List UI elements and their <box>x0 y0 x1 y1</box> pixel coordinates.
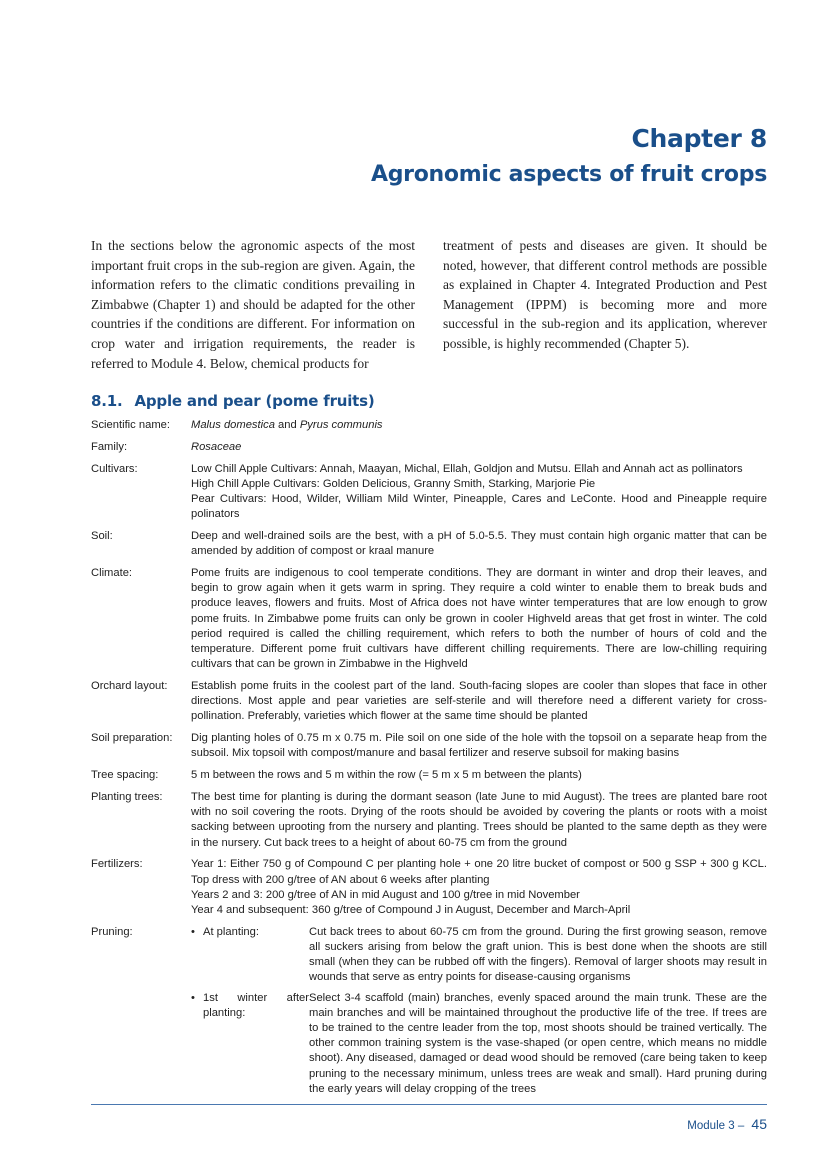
cultivars-line: Low Chill Apple Cultivars: Annah, Maayan, Michal, Ellah, Goldjon and Mutsu. Ellah and Annah act as pollinators <box>191 462 743 475</box>
scientific-name-1: Malus domestica <box>191 419 275 431</box>
pruning-item-label: 1st winter after planting: <box>203 991 309 1019</box>
section-title: Apple and pear (pome fruits) <box>134 392 375 410</box>
intro-text <box>91 236 767 373</box>
fertilizer-line: Year 4 and subsequent: 360 g/tree of Compound J in August, December and March-April <box>191 904 631 917</box>
pruning-item-text: Cut back trees to about 60-75 cm from the ground. During the first growing season, remove all suckers arising from below the graft union. This is best done when the shoots are still small (when they can be rubbed off with the fingers). Removal of larger shoots may result in wounds that serve as entry points for disease-causing organisms <box>309 925 767 984</box>
row-value <box>191 418 767 433</box>
page-footer <box>687 1116 767 1132</box>
row-value: Deep and well-drained soils are the best, with a pH of 5.0-5.5. They must contain high organic matter that can be amended by addition of compost or kraal manure <box>191 530 767 558</box>
row-value <box>191 462 767 523</box>
page-number: 45 <box>751 1116 767 1132</box>
row-cultivars <box>91 462 767 523</box>
chapter-title: Agronomic aspects of fruit crops <box>371 162 767 187</box>
row-climate <box>91 566 767 672</box>
family-name: Rosaceae <box>191 440 242 453</box>
row-orchard-layout <box>91 679 767 725</box>
row-planting-trees <box>91 790 767 851</box>
bullet-icon: • <box>191 925 195 938</box>
chapter-number: Chapter 8 <box>631 124 767 153</box>
row-label: Climate: <box>91 567 133 579</box>
row-label: Tree spacing: <box>91 769 159 782</box>
section-heading <box>91 392 375 410</box>
pruning-item <box>191 991 767 1097</box>
row-label: Cultivars: <box>91 462 138 475</box>
footer-dash: – <box>737 1120 745 1132</box>
row-soil <box>91 529 767 559</box>
row-label: Soil: <box>91 530 113 542</box>
row-label: Planting trees: <box>91 791 163 804</box>
row-value: 5 m between the rows and 5 m within the row (= 5 m x 5 m between the plants) <box>191 769 582 782</box>
row-pruning <box>91 925 767 1102</box>
row-family <box>91 440 767 455</box>
row-value: Pome fruits are indigenous to cool temperate conditions. They are dormant in winter and drop their leaves, and begin to grow again when it gets warm in spring. They require a cold winter to enable them to break buds and produce leaves, flowers and fruits. Most of Africa does not have winter temperatures that are low enough to grow pome fruits. In Zimbabwe pome fruits can only be grown in cooler Highveld areas that get frost in winter. The cold period required is called the chilling requirement, which refers to both the number of hours of cold and the temperature. Different pome fruit cultivars have different chilling requirements. There are low-chilling requiring cultivars that can be grown in Zimbabwe in the Highveld <box>191 567 767 671</box>
section-number: 8.1. <box>91 392 123 410</box>
pruning-item-label: At planting: <box>203 925 259 938</box>
row-label: Family: <box>91 440 128 453</box>
fertilizer-line: Year 1: Either 750 g of Compound C per planting hole + one 20 litre bucket of compost or 500 g SSP + 300 g KCL. Top dress with 200 g/tree of AN about 6 weeks after planting <box>191 858 767 886</box>
row-label: Scientific name: <box>91 419 170 431</box>
row-value <box>191 440 767 455</box>
row-label: Pruning: <box>91 925 133 938</box>
fertilizer-line: Years 2 and 3: 200 g/tree of AN in mid August and 100 g/tree in mid November <box>191 888 580 901</box>
row-value <box>191 925 767 1102</box>
cultivars-line: High Chill Apple Cultivars: Golden Delicious, Granny Smith, Starking, Marjorie Pie <box>191 477 596 490</box>
row-value: Establish pome fruits in the coolest part of the land. South-facing slopes are cooler than slopes that face in other directions. Most apple and pear varieties are self-sterile and will therefore need a different variety for cross-pollination. Preferably, varieties which flower at the same time should be planted <box>191 680 767 723</box>
footer-divider <box>91 1104 767 1105</box>
and-text: and <box>274 419 300 431</box>
row-value: The best time for planting is during the dormant season (late June to mid August). The trees are planted bare root with no soil covering the roots. Drying of the roots should be avoided by covering the plants or roots with a moist sacking between uprooting from the nursery and planting. Trees should be planted to the same depth as they were in the nursery. Cut back trees to a height of about 60-75 cm from the ground <box>191 791 767 849</box>
intro-column-2: treatment of pests and diseases are given. It should be noted, however, that different control methods are possible as explained in Chapter 4. Integrated Production and Pest Management (IPPM) is becoming more and more successful in the sub-region and its application, wherever possible, is highly recommended (Chapter 5). <box>443 238 767 351</box>
cultivars-line: Pear Cultivars: Hood, Wilder, William Mild Winter, Pineapple, Cares and LeConte. Hood and Pineapple require polinators <box>191 493 767 521</box>
row-fertilizers <box>91 857 767 918</box>
row-tree-spacing <box>91 768 767 783</box>
pruning-item-text: Select 3-4 scaffold (main) branches, evenly spaced around the main trunk. These are the main branches and will be maintained throughout the productive life of the tree. If trees are to be trained to the centre leader from the top, most shoots should be trained vertically. The other common training system is the vase-shaped (or open centre, which means no middle shoot). Any diseased, damaged or dead wood should be removed (care being taken to keep pruning to the necessary minimum, unless trees are weak and small). Hard pruning during the early years will delay cropping of the trees <box>309 991 767 1095</box>
row-scientific-name <box>91 418 767 433</box>
crop-profile-table <box>91 418 767 1109</box>
row-label: Soil preparation: <box>91 732 173 745</box>
pruning-item <box>191 925 767 986</box>
intro-column-1: In the sections below the agronomic aspects of the most important fruit crops in the sub-region are given. Again, the information refers to the climatic conditions prevailing in Zimbabwe (Chapter 1) and should be adapted for the other countries if the conditions are different. For information on crop water and irrigation requirements, the reader is referred to Module 4. Below, chemical products for <box>91 238 415 371</box>
scientific-name-2: Pyrus communis <box>299 419 383 431</box>
row-value: Dig planting holes of 0.75 m x 0.75 m. Pile soil on one side of the hole with the topsoil on a separate heap from the subsoil. Mix topsoil with compost/manure and basal fertilizer and reserve subsoil for making basins <box>191 732 767 760</box>
row-value <box>191 857 767 918</box>
row-label: Fertilizers: <box>91 858 143 871</box>
row-soil-preparation <box>91 731 767 761</box>
bullet-icon: • <box>191 991 195 1004</box>
chapter-heading <box>371 124 767 189</box>
module-label: Module 3 <box>687 1120 735 1132</box>
row-label: Orchard layout: <box>91 680 168 693</box>
